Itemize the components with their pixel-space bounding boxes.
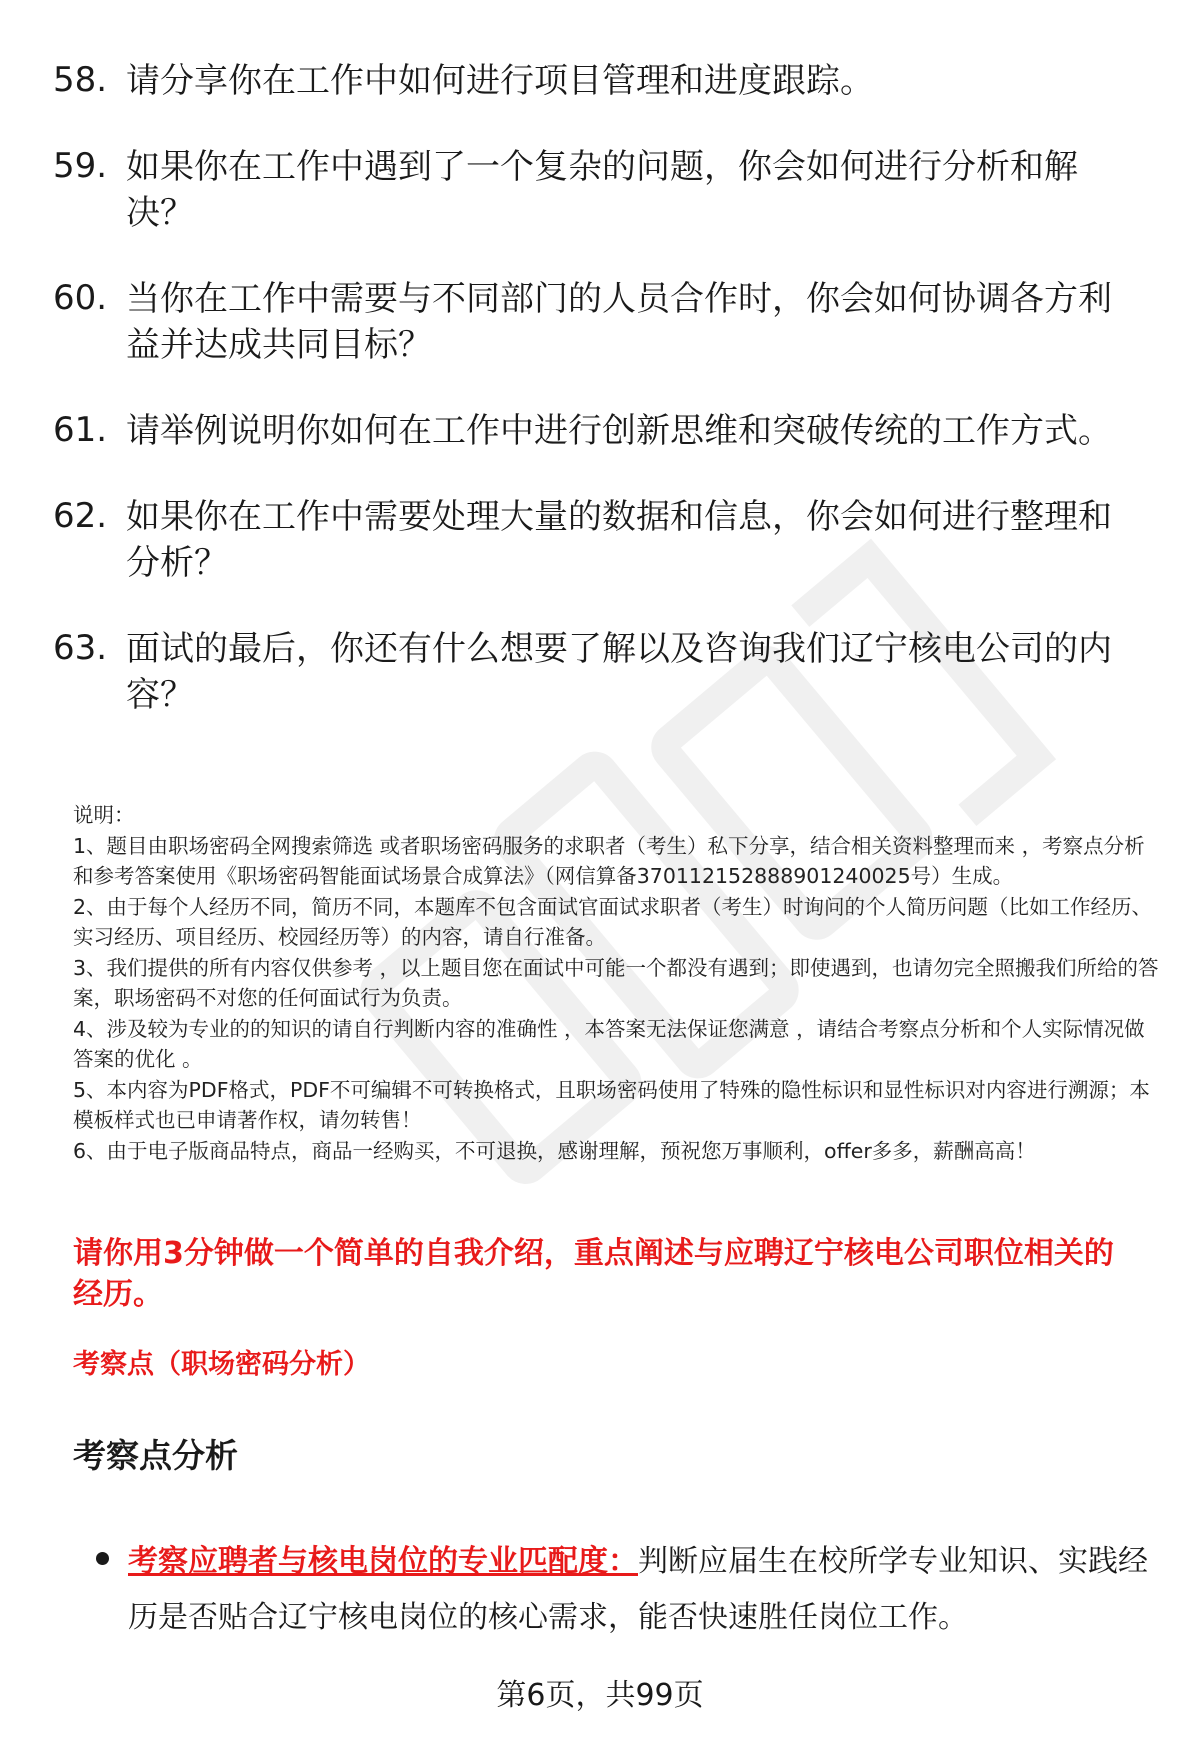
question-number: 60. bbox=[53, 278, 108, 318]
question-text: 面试的最后，你还有什么想要了解以及咨询我们辽宁核电公司的内容？ bbox=[126, 629, 1112, 715]
note-item: 6、由于电子版商品特点，商品一经购买，不可退换，感谢理解，预祝您万事顺利，offer多多，薪酬高高！ bbox=[73, 1138, 1036, 1163]
notes-block bbox=[73, 800, 1163, 1166]
question-number: 61. bbox=[53, 410, 108, 450]
question-item bbox=[53, 276, 1143, 368]
bullet-dot-icon bbox=[96, 1552, 109, 1565]
exam-point-label: 考察点（职场密码分析） bbox=[73, 1349, 370, 1380]
page-footer: 第6页，共99页 bbox=[496, 1678, 704, 1713]
question-number: 62. bbox=[53, 496, 108, 536]
question-item bbox=[53, 144, 1143, 236]
question-text: 当你在工作中需要与不同部门的人员合作时，你会如何协调各方利益并达成共同目标？ bbox=[126, 279, 1112, 365]
question-text: 如果你在工作中遇到了一个复杂的问题，你会如何进行分析和解决？ bbox=[126, 147, 1078, 233]
question-number: 63. bbox=[53, 628, 108, 668]
question-item bbox=[53, 408, 1143, 454]
question-item bbox=[53, 626, 1143, 718]
note-item: 2、由于每个人经历不同，简历不同，本题库不包含面试官面试求职者（考生）时询问的个人简历问题（比如工作经历、实习经历、项目经历、校园经历等）的内容，请自行准备。 bbox=[73, 894, 1153, 949]
question-number: 59. bbox=[53, 146, 108, 186]
question-list bbox=[53, 58, 1143, 758]
bullet-key: 考察应聘者与核电岗位的专业匹配度： bbox=[128, 1544, 638, 1579]
analysis-title: 考察点分析 bbox=[73, 1436, 238, 1475]
question-text: 请举例说明你如何在工作中进行创新思维和突破传统的工作方式。 bbox=[126, 411, 1112, 451]
analysis-bullet bbox=[96, 1534, 1148, 1646]
main-question: 请你用3分钟做一个简单的自我介绍，重点阐述与应聘辽宁核电公司职位相关的经历。 bbox=[73, 1236, 1114, 1312]
question-number: 58. bbox=[53, 60, 108, 100]
question-text: 请分享你在工作中如何进行项目管理和进度跟踪。 bbox=[126, 61, 874, 101]
bullet-body: 判断应届生在校所学专业知识、实践经历是否贴合辽宁核电岗位的核心需求，能否快速胜任岗位工作。 bbox=[128, 1544, 1148, 1635]
bullet-text bbox=[128, 1534, 1148, 1646]
question-text: 如果你在工作中需要处理大量的数据和信息，你会如何进行整理和分析？ bbox=[126, 497, 1112, 583]
question-item bbox=[53, 58, 1143, 104]
question-item bbox=[53, 494, 1143, 586]
note-item: 5、本内容为PDF格式，PDF不可编辑不可转换格式，且职场密码使用了特殊的隐性标识和显性标识对内容进行溯源；本模板样式也已申请著作权，请勿转售！ bbox=[73, 1077, 1150, 1132]
note-item: 1、题目由职场密码全网搜索筛选 或者职场密码服务的求职者（考生）私下分享，结合相关资料整理而来 ，考察点分析和参考答案使用《职场密码智能面试场景合成算法》（网信算备370112152888901240025号）生成。 bbox=[73, 833, 1145, 888]
note-item: 3、我们提供的所有内容仅供参考 ，以上题目您在面试中可能一个都没有遇到；即使遇到，也请勿完全照搬我们所给的答案，职场密码不对您的任何面试行为负责。 bbox=[73, 955, 1159, 1010]
note-item: 4、涉及较为专业的的知识的请自行判断内容的准确性 ，本答案无法保证您满意 ，请结合考察点分析和个人实际情况做答案的优化 。 bbox=[73, 1016, 1145, 1071]
notes-title: 说明： bbox=[73, 803, 135, 827]
